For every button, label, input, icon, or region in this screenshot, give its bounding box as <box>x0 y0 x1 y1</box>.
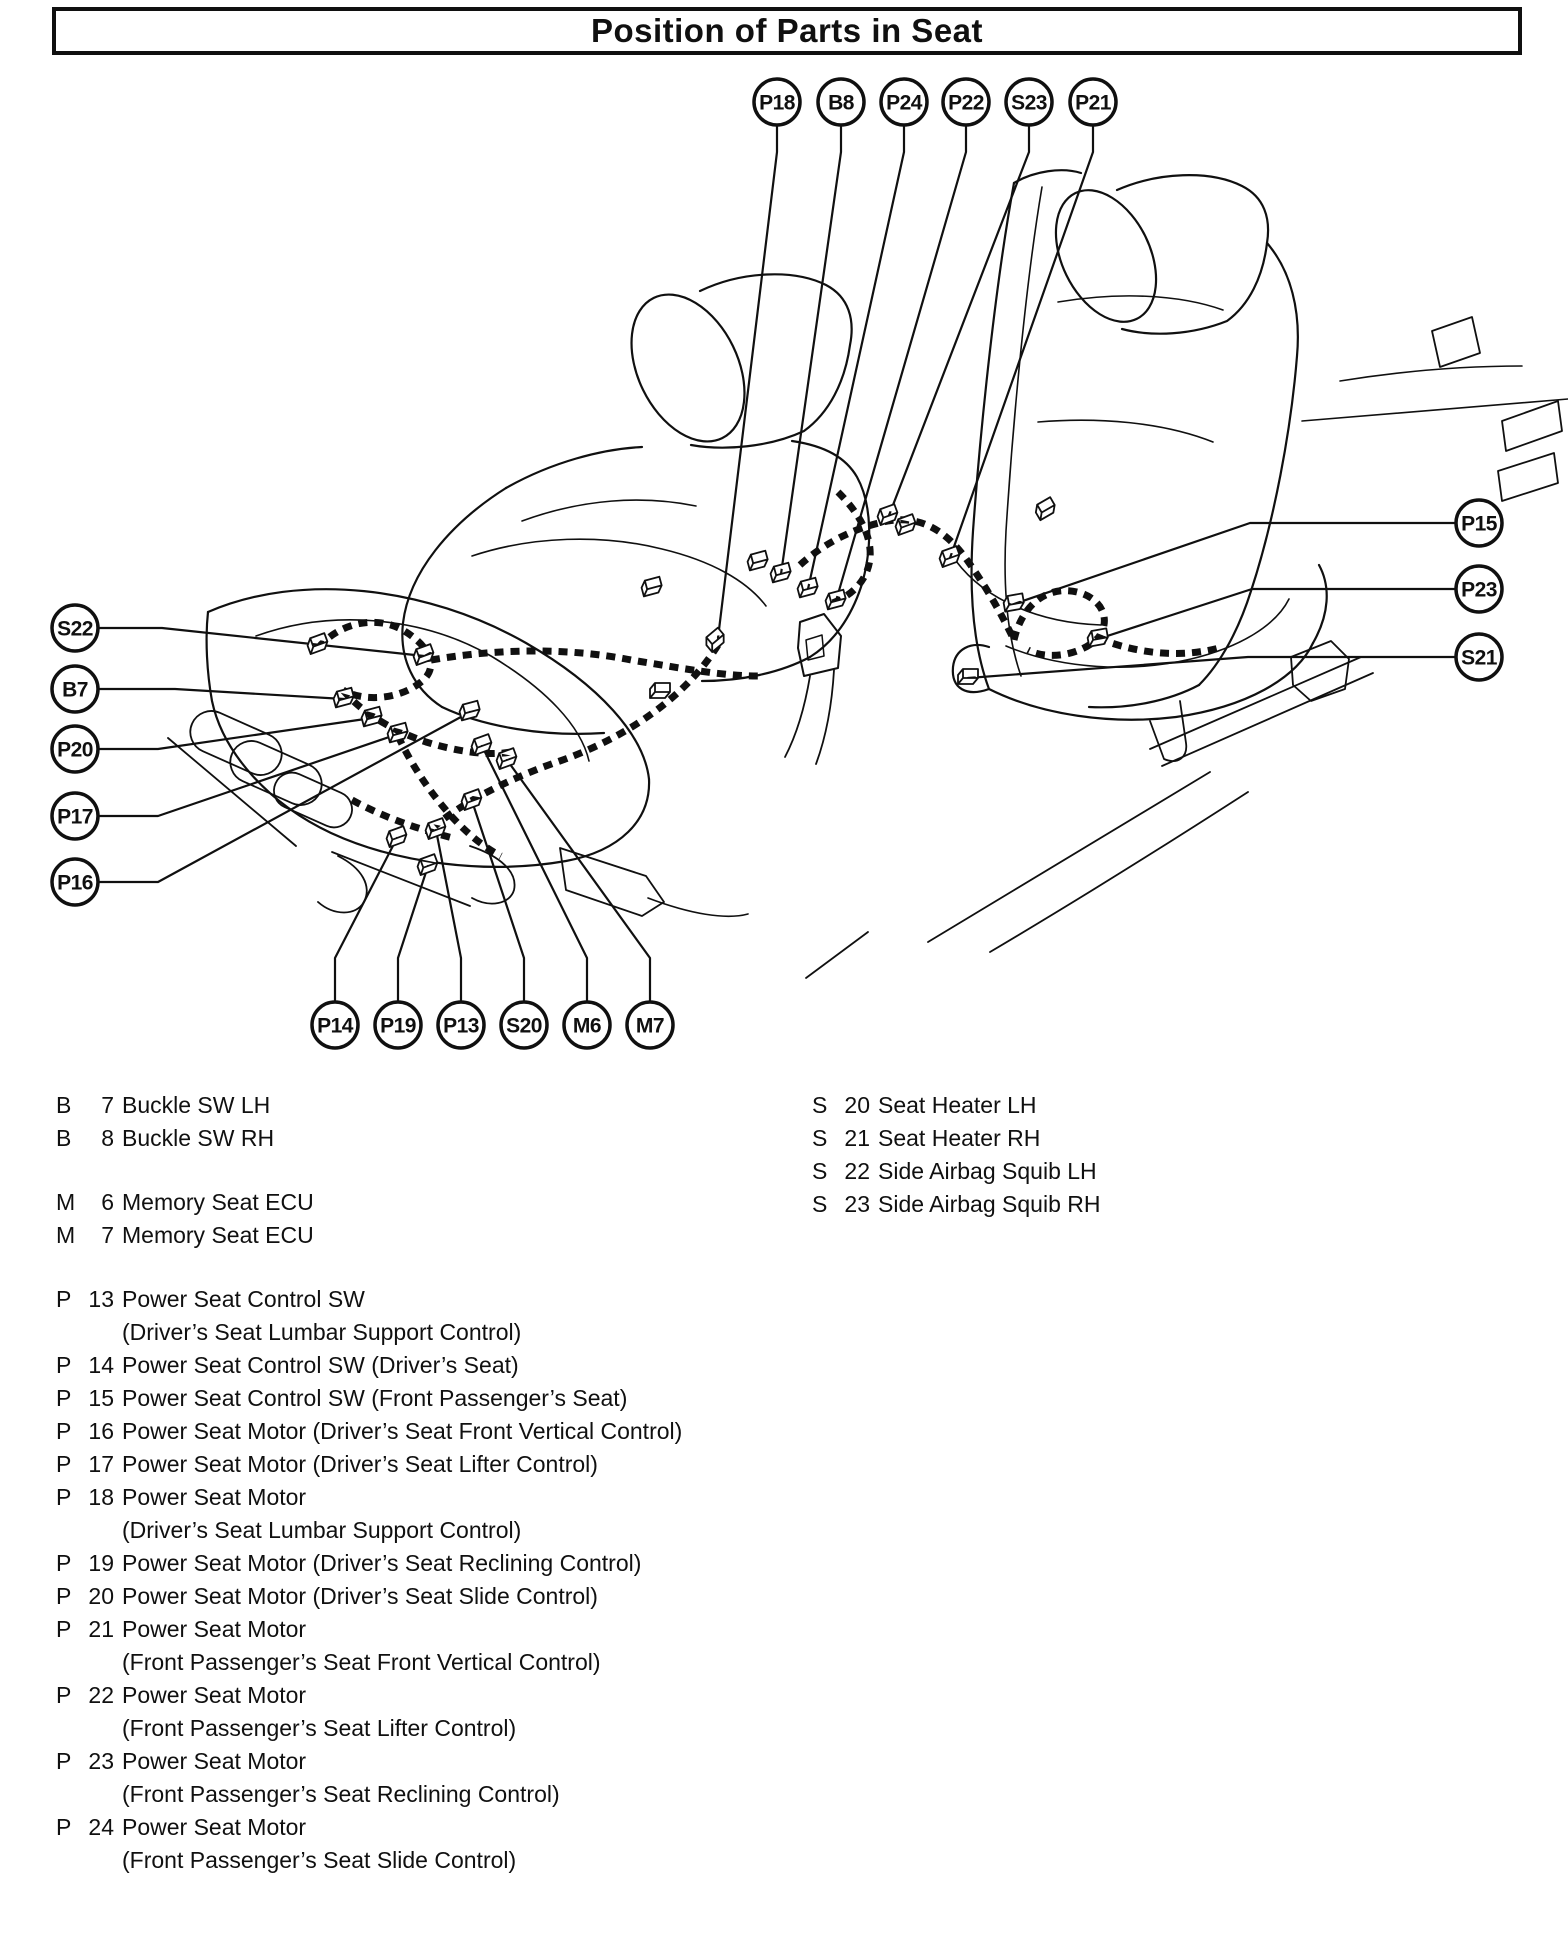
legend-description: (Front Passenger’s Seat Reclining Control) <box>122 1781 560 1807</box>
legend-description: Power Seat Motor (Driver’s Seat Slide Control) <box>122 1583 598 1609</box>
connector-icon <box>458 701 481 721</box>
legend-description: (Front Passenger’s Seat Lifter Control) <box>122 1715 517 1741</box>
callout-p22 <box>943 79 989 125</box>
callout-s23 <box>1006 79 1052 125</box>
legend-code <box>56 1646 114 1679</box>
leader-line-m7 <box>507 760 650 1002</box>
callout-b7 <box>52 666 98 712</box>
legend-code: P 15 <box>56 1385 114 1411</box>
legend-row <box>56 1646 796 1679</box>
callout-label-p16: P16 <box>57 871 93 895</box>
leader-line-p23 <box>1098 589 1456 639</box>
callout-m7 <box>627 1002 673 1048</box>
legend-row <box>56 1712 796 1745</box>
legend-code: P 17 <box>56 1451 114 1477</box>
callout-label-p22: P22 <box>948 91 984 115</box>
callout-p14 <box>312 1002 358 1048</box>
legend-description: Power Seat Control SW <box>122 1286 365 1312</box>
callout-bubbles <box>52 79 1502 1048</box>
legend-code <box>56 1778 114 1811</box>
connector-icon <box>640 577 663 597</box>
legend-description: Power Seat Control SW (Front Passenger’s Seat) <box>122 1385 628 1411</box>
legend-code: B 7 <box>56 1092 114 1118</box>
legend-code: P 20 <box>56 1583 114 1609</box>
legend-code <box>56 1844 114 1877</box>
legend-row <box>812 1155 1512 1188</box>
legend-description: Power Seat Motor <box>122 1682 307 1708</box>
callout-s22 <box>52 605 98 651</box>
callout-label-p19: P19 <box>380 1014 416 1038</box>
legend-description: Memory Seat ECU <box>122 1222 314 1248</box>
legend-code: S 23 <box>812 1191 870 1217</box>
callout-label-p15: P15 <box>1461 512 1497 536</box>
connector-icon <box>1033 497 1058 520</box>
legend-code <box>56 1514 114 1547</box>
legend-row <box>56 1514 796 1547</box>
legend-left-column <box>56 1089 796 1877</box>
callout-p19 <box>375 1002 421 1048</box>
callout-p23 <box>1456 566 1502 612</box>
legend-row <box>56 1580 796 1613</box>
legend-description: Seat Heater RH <box>878 1125 1041 1151</box>
legend-row <box>56 1349 796 1382</box>
callout-p17 <box>52 793 98 839</box>
callout-label-p13: P13 <box>443 1014 479 1038</box>
callout-label-p24: P24 <box>886 91 922 115</box>
legend-row <box>812 1122 1512 1155</box>
legend-code: S 22 <box>812 1158 870 1184</box>
legend-description: Power Seat Motor (Driver’s Seat Reclining Control) <box>122 1550 642 1576</box>
legend-description: Buckle SW LH <box>122 1092 271 1118</box>
legend-row <box>56 1122 796 1155</box>
page-title: Position of Parts in Seat <box>52 7 1522 55</box>
legend-row <box>56 1844 796 1877</box>
legend-description: (Driver’s Seat Lumbar Support Control) <box>122 1319 522 1345</box>
callout-p18 <box>754 79 800 125</box>
legend-code: P 16 <box>56 1418 114 1444</box>
callout-label-p23: P23 <box>1461 578 1497 602</box>
callout-p20 <box>52 726 98 772</box>
connector-icon <box>703 628 728 652</box>
legend-code: S 21 <box>812 1125 870 1151</box>
connector-icon <box>332 688 355 708</box>
callout-label-p18: P18 <box>759 91 795 115</box>
legend-row <box>56 1613 796 1646</box>
legend-description: Buckle SW RH <box>122 1125 275 1151</box>
legend-description: Seat Heater LH <box>878 1092 1037 1118</box>
legend-row <box>56 1219 796 1252</box>
legend-description: (Driver’s Seat Lumbar Support Control) <box>122 1517 522 1543</box>
legend-code: M 6 <box>56 1189 114 1215</box>
legend-code: P 22 <box>56 1682 114 1708</box>
connector-icon <box>650 683 670 698</box>
legend-code: B 8 <box>56 1125 114 1151</box>
legend-code: P 23 <box>56 1748 114 1774</box>
legend-row <box>56 1811 796 1844</box>
legend-code: P 24 <box>56 1814 114 1840</box>
callout-p16 <box>52 859 98 905</box>
legend-group <box>56 1186 796 1252</box>
legend-group <box>56 1283 796 1877</box>
legend-code: P 14 <box>56 1352 114 1378</box>
legend-row <box>56 1481 796 1514</box>
callout-p13 <box>438 1002 484 1048</box>
legend-description: Power Seat Motor (Driver’s Seat Lifter Control) <box>122 1451 598 1477</box>
legend-row <box>56 1089 796 1122</box>
callout-label-p21: P21 <box>1075 91 1111 115</box>
leader-line-s21 <box>968 657 1456 678</box>
callout-label-s20: S20 <box>506 1014 542 1038</box>
legend-code: P 21 <box>56 1616 114 1642</box>
legend-right-column <box>812 1089 1512 1221</box>
leader-line-b7 <box>98 689 344 699</box>
legend-description: Power Seat Motor (Driver’s Seat Front Vertical Control) <box>122 1418 683 1444</box>
legend-description: (Front Passenger’s Seat Slide Control) <box>122 1847 517 1873</box>
callout-label-s23: S23 <box>1011 91 1047 115</box>
legend-description: Power Seat Control SW (Driver’s Seat) <box>122 1352 519 1378</box>
callout-label-s21: S21 <box>1461 646 1497 670</box>
leader-line-s22 <box>98 628 424 656</box>
connector-icon <box>894 514 918 535</box>
legend-row <box>56 1778 796 1811</box>
legend-description: Side Airbag Squib LH <box>878 1158 1097 1184</box>
legend-row <box>56 1382 796 1415</box>
legend-row <box>56 1448 796 1481</box>
callout-label-m6: M6 <box>572 1014 602 1038</box>
legend-row <box>56 1745 796 1778</box>
leader-line-b8 <box>781 125 841 574</box>
legend-description: Power Seat Motor <box>122 1814 307 1840</box>
connector-icon <box>876 504 900 525</box>
connector-icon <box>385 826 409 847</box>
callout-label-m7: M7 <box>635 1014 665 1038</box>
legend-group <box>812 1089 1512 1221</box>
legend-row <box>56 1679 796 1712</box>
legend-code: S 20 <box>812 1092 870 1118</box>
callout-label-b7: B7 <box>62 678 88 702</box>
callout-b8 <box>818 79 864 125</box>
callout-label-b8: B8 <box>828 91 854 115</box>
leader-line-p20 <box>98 718 372 749</box>
legend-description: Memory Seat ECU <box>122 1189 314 1215</box>
callout-label-s22: S22 <box>57 617 93 641</box>
legend-description: (Front Passenger’s Seat Front Vertical Control) <box>122 1649 601 1675</box>
legend-code: M 7 <box>56 1222 114 1248</box>
legend-row <box>56 1283 796 1316</box>
legend-description: Power Seat Motor <box>122 1484 307 1510</box>
legend-code: P 13 <box>56 1286 114 1312</box>
passenger-seat-drawing <box>806 170 1568 978</box>
leader-line-p19 <box>398 866 428 1002</box>
legend-description: Power Seat Motor <box>122 1616 307 1642</box>
legend-code <box>56 1316 114 1349</box>
leader-lines <box>98 125 1456 1002</box>
callout-p15 <box>1456 500 1502 546</box>
legend-code <box>56 1712 114 1745</box>
legend-row <box>56 1415 796 1448</box>
legend-code: P 18 <box>56 1484 114 1510</box>
connector-icon <box>416 854 440 875</box>
legend-description: Power Seat Motor <box>122 1748 307 1774</box>
legend-row <box>812 1089 1512 1122</box>
leader-line-p13 <box>436 830 461 1002</box>
leader-line-s23 <box>888 125 1029 518</box>
legend-row <box>56 1186 796 1219</box>
callout-s21 <box>1456 634 1502 680</box>
callout-s20 <box>501 1002 547 1048</box>
callout-label-p20: P20 <box>57 738 93 762</box>
legend-row <box>56 1547 796 1580</box>
connector-icon <box>495 748 519 769</box>
connector-icon <box>746 551 769 571</box>
leader-line-p14 <box>335 838 397 1002</box>
legend-group <box>56 1089 796 1155</box>
leader-line-p15 <box>1014 523 1456 604</box>
callout-p21 <box>1070 79 1116 125</box>
legend-description: Side Airbag Squib RH <box>878 1191 1101 1217</box>
legend-row <box>812 1188 1512 1221</box>
legend-code: P 19 <box>56 1550 114 1576</box>
leader-line-m6 <box>482 746 587 1002</box>
legend-row <box>56 1316 796 1349</box>
callout-label-p17: P17 <box>57 805 93 829</box>
callout-p24 <box>881 79 927 125</box>
callout-label-p14: P14 <box>317 1014 353 1038</box>
callout-m6 <box>564 1002 610 1048</box>
